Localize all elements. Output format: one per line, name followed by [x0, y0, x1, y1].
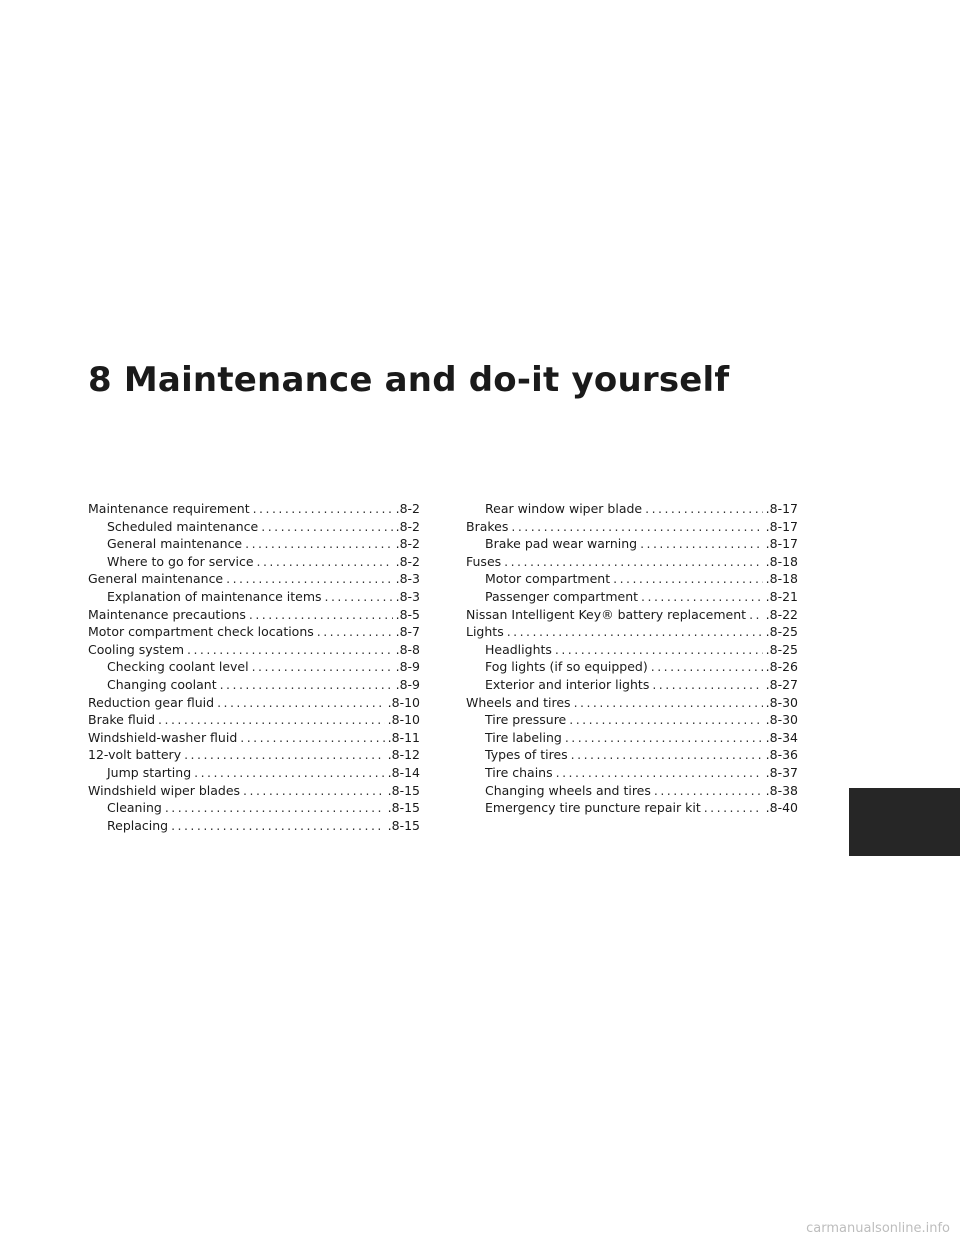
toc-entry-page: .8-9 — [395, 659, 420, 675]
toc-entry-label: Changing wheels and tires — [485, 782, 651, 798]
chapter-title: 8 Maintenance and do-it yourself — [88, 360, 730, 400]
toc-entry-label: Jump starting — [107, 764, 192, 780]
toc-entry-label: General maintenance — [88, 571, 224, 587]
toc-entry-page: .8-36 — [765, 747, 798, 763]
toc-entry-page: .8-2 — [395, 501, 420, 516]
toc-entry-page: .8-21 — [765, 588, 798, 604]
toc-entry-brake-pad-wear-warning[interactable] — [466, 535, 798, 553]
toc-entry-page: .8-30 — [765, 712, 798, 728]
toc-dot-leader — [654, 782, 763, 800]
toc-entry-checking-coolant-level[interactable] — [88, 658, 420, 676]
toc-entry-label: Replacing — [107, 817, 169, 833]
toc-entry-reduction-gear-fluid[interactable] — [88, 694, 420, 712]
toc-entry-page: .8-5 — [395, 606, 420, 622]
toc-entry-tire-pressure[interactable] — [466, 711, 798, 729]
toc-dot-leader — [325, 588, 393, 606]
toc-entry-tire-labeling[interactable] — [466, 729, 798, 747]
toc-entry-label: Rear window wiper blade — [485, 501, 643, 516]
toc-entry-page: .8-17 — [765, 536, 798, 552]
toc-dot-leader — [245, 535, 392, 553]
toc-entry-label: Maintenance requirement — [88, 501, 250, 516]
toc-entry-general-maintenance[interactable] — [88, 535, 420, 553]
toc-entry-label: Tire chains — [485, 764, 553, 780]
toc-dot-leader — [565, 729, 763, 747]
watermark: carmanualsonline.info — [806, 1221, 950, 1236]
toc-entry-replacing[interactable] — [88, 817, 420, 835]
toc-left-column — [88, 500, 420, 834]
toc-dot-leader — [243, 782, 385, 800]
toc-entry-page: .8-10 — [387, 712, 420, 728]
toc-entry-cooling-system[interactable] — [88, 641, 420, 659]
toc-dot-leader — [704, 799, 763, 817]
toc-entry-cleaning[interactable] — [88, 799, 420, 817]
toc-dot-leader — [226, 570, 392, 588]
toc-entry-jump-starting[interactable] — [88, 764, 420, 782]
toc-dot-leader — [257, 553, 393, 571]
toc-entry-label: Brake fluid — [88, 712, 156, 728]
toc-entry-nissan-intelligent-key-battery-replacement[interactable] — [466, 606, 798, 624]
toc-entry-label: Brakes — [466, 518, 509, 534]
toc-dot-leader — [165, 799, 385, 817]
toc-dot-leader — [253, 500, 393, 518]
toc-dot-leader — [184, 746, 385, 764]
toc-dot-leader — [556, 764, 763, 782]
toc-entry-label: Brake pad wear warning — [485, 536, 638, 552]
toc-entry-windshield-wiper-blades[interactable] — [88, 782, 420, 800]
toc-entry-rear-window-wiper-blade[interactable] — [466, 500, 798, 518]
toc-dot-leader — [652, 676, 762, 694]
toc-dot-leader — [220, 676, 393, 694]
toc-entry-changing-coolant[interactable] — [88, 676, 420, 694]
toc-entry-maintenance-requirement[interactable] — [88, 500, 420, 518]
toc-entry-page: .8-34 — [765, 729, 798, 745]
toc-dot-leader — [555, 641, 763, 659]
toc-entry-label: Scheduled maintenance — [107, 518, 259, 534]
toc-entry-page: .8-9 — [395, 676, 420, 692]
toc-entry-label: Types of tires — [485, 747, 568, 763]
toc-entry-page: .8-14 — [387, 764, 420, 780]
toc-entry-page: .8-2 — [395, 518, 420, 534]
toc-entry-types-of-tires[interactable] — [466, 746, 798, 764]
toc-entry-label: Explanation of maintenance items — [107, 588, 322, 604]
toc-dot-leader — [651, 658, 763, 676]
toc-dot-leader — [613, 570, 763, 588]
toc-dot-leader — [252, 658, 393, 676]
toc-entry-wheels-and-tires[interactable] — [466, 694, 798, 712]
toc-entry-fuses[interactable] — [466, 553, 798, 571]
toc-dot-leader — [194, 764, 385, 782]
toc-entry-label: Fuses — [466, 553, 502, 569]
toc-entry-page: .8-7 — [395, 624, 420, 640]
toc-entry-page: .8-25 — [765, 624, 798, 640]
toc-entry-page: .8-22 — [765, 606, 798, 622]
toc-entry-page: .8-12 — [387, 747, 420, 763]
toc-entry-page: .8-15 — [387, 800, 420, 816]
toc-entry-brakes[interactable] — [466, 518, 798, 536]
toc-dot-leader — [511, 518, 762, 536]
toc-dot-leader — [569, 711, 762, 729]
toc-entry-label: General maintenance — [107, 536, 243, 552]
toc-entry-scheduled-maintenance[interactable] — [88, 518, 420, 536]
toc-entry-page: .8-38 — [765, 782, 798, 798]
toc-entry-page: .8-27 — [765, 676, 798, 692]
toc-entry-page: .8-30 — [765, 694, 798, 710]
toc-entry-emergency-tire-puncture-repair-kit[interactable] — [466, 799, 798, 817]
toc-entry-label: Tire labeling — [485, 729, 562, 745]
toc-entry-tire-chains[interactable] — [466, 764, 798, 782]
toc-entry-page: .8-25 — [765, 641, 798, 657]
toc-entry-page: .8-17 — [765, 501, 798, 516]
toc-entry-page: .8-2 — [395, 536, 420, 552]
toc-entry-label: Motor compartment — [485, 571, 611, 587]
toc-entry-changing-wheels-and-tires[interactable] — [466, 782, 798, 800]
toc-entry-exterior-and-interior-lights[interactable] — [466, 676, 798, 694]
toc-dot-leader — [641, 588, 763, 606]
toc-entry-label: Passenger compartment — [485, 588, 639, 604]
toc-dot-leader — [240, 729, 384, 747]
toc-entry-label: Lights — [466, 624, 504, 640]
toc-right-column — [466, 500, 798, 817]
toc-dot-leader — [171, 817, 385, 835]
toc-entry-page: .8-8 — [395, 641, 420, 657]
toc-entry-label: Tire pressure — [485, 712, 567, 728]
toc-entry-label: Windshield wiper blades — [88, 782, 241, 798]
toc-entry-headlights[interactable] — [466, 641, 798, 659]
toc-entry-label: Emergency tire puncture repair kit — [485, 800, 701, 816]
toc-dot-leader — [261, 518, 392, 536]
toc-entry-explanation-of-maintenance-items[interactable] — [88, 588, 420, 606]
toc-entry-12-volt-battery[interactable] — [88, 746, 420, 764]
toc-entry-label: Headlights — [485, 641, 552, 657]
chapter-tab — [849, 788, 960, 856]
toc-dot-leader — [749, 606, 763, 624]
toc-entry-page: .8-40 — [765, 800, 798, 816]
toc-dot-leader — [574, 694, 763, 712]
toc-entry-label: Fog lights (if so equipped) — [485, 659, 648, 675]
toc-dot-leader — [158, 711, 385, 729]
toc-entry-label: Cooling system — [88, 641, 184, 657]
toc-dot-leader — [504, 553, 763, 571]
toc-entry-label: Checking coolant level — [107, 659, 249, 675]
toc-entry-fog-lights-if-so-equipped[interactable] — [466, 658, 798, 676]
toc-entry-label: Reduction gear fluid — [88, 694, 215, 710]
toc-entry-page: .8-18 — [765, 571, 798, 587]
toc-dot-leader — [217, 694, 385, 712]
toc-entry-label: Exterior and interior lights — [485, 676, 650, 692]
toc-entry-page: .8-17 — [765, 518, 798, 534]
toc-entry-page: .8-15 — [387, 817, 420, 833]
toc-entry-label: Motor compartment check locations — [88, 624, 314, 640]
toc-entry-label: Wheels and tires — [466, 694, 571, 710]
toc-entry-label: Nissan Intelligent Key® battery replacement — [466, 606, 747, 622]
toc-entry-page: .8-3 — [395, 588, 420, 604]
toc-entry-lights[interactable] — [466, 623, 798, 641]
toc-entry-page: .8-18 — [765, 553, 798, 569]
toc-entry-motor-compartment[interactable] — [466, 570, 798, 588]
toc-entry-page: .8-15 — [387, 782, 420, 798]
toc-entry-label: Maintenance precautions — [88, 606, 246, 622]
toc-entry-passenger-compartment[interactable] — [466, 588, 798, 606]
toc-entry-page: .8-10 — [387, 694, 420, 710]
toc-entry-label: Changing coolant — [107, 676, 217, 692]
toc-entry-motor-compartment-check-locations[interactable] — [88, 623, 420, 641]
toc-dot-leader — [645, 500, 763, 518]
toc-dot-leader — [249, 606, 393, 624]
toc-entry-page: .8-11 — [387, 729, 420, 745]
toc-entry-label: 12-volt battery — [88, 747, 182, 763]
toc-entry-windshield-washer-fluid[interactable] — [88, 729, 420, 747]
toc-entry-page: .8-2 — [395, 553, 420, 569]
toc-dot-leader — [640, 535, 763, 553]
toc-dot-leader — [187, 641, 393, 659]
toc-dot-leader — [317, 623, 393, 641]
toc-entry-page: .8-26 — [765, 659, 798, 675]
toc-entry-where-to-go-for-service[interactable] — [88, 553, 420, 571]
toc-entry-page: .8-3 — [395, 571, 420, 587]
toc-entry-brake-fluid[interactable] — [88, 711, 420, 729]
toc-entry-general-maintenance[interactable] — [88, 570, 420, 588]
toc-entry-label: Cleaning — [107, 800, 162, 816]
toc-entry-page: .8-37 — [765, 764, 798, 780]
toc-entry-label: Where to go for service — [107, 553, 254, 569]
toc-dot-leader — [507, 623, 763, 641]
toc-dot-leader — [571, 746, 763, 764]
toc-entry-label: Windshield-washer fluid — [88, 729, 238, 745]
toc-entry-maintenance-precautions[interactable] — [88, 606, 420, 624]
